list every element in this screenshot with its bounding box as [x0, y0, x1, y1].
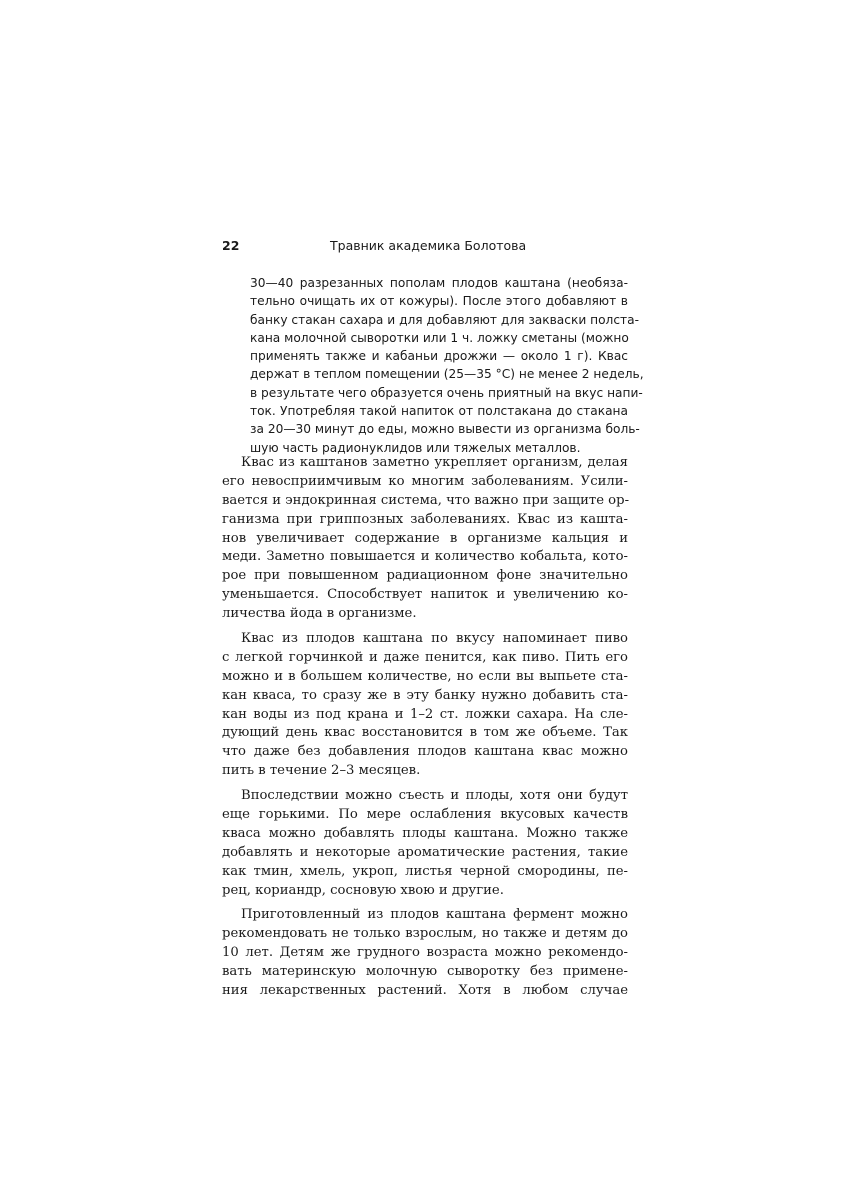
- text-line: 10 лет. Детям же грудного возраста можно рекомендо-: [222, 945, 628, 961]
- recipe-line: банку стакан сахара и для добавляют для закваски полста-: [250, 312, 640, 327]
- running-title: Травник академика Болотова: [330, 238, 527, 253]
- text-line: еще горькими. По мере ослабления вкусовых качеств: [222, 807, 628, 823]
- recipe-line: 30—40 разрезанных пополам плодов каштана (необяза-: [250, 276, 628, 290]
- text-line: Квас из каштанов заметно укрепляет организм, делая: [241, 455, 628, 470]
- text-line: вать материнскую молочную сыворотку без примене-: [222, 964, 628, 980]
- paragraph: [222, 906, 628, 1000]
- text-line: рец, кориандр, сосновую хвою и другие.: [222, 882, 504, 898]
- recipe-line: тельно очищать их от кожуры). После этого добавляют в: [250, 294, 628, 309]
- recipe-line: шую часть радионуклидов или тяжелых металлов.: [250, 440, 581, 455]
- text-line: пить в течение 2–3 месяцев.: [222, 763, 421, 779]
- running-header: [222, 236, 628, 256]
- text-line: кан воды из под крана и 1–2 ст. ложки сахара. На сле-: [222, 706, 628, 722]
- page-number: 22: [222, 238, 240, 253]
- text-line: ганизма при гриппозных заболеваниях. Квас из кашта-: [222, 511, 628, 527]
- paragraph: [222, 787, 628, 900]
- paragraph: [222, 454, 628, 624]
- text-line: личества йода в организме.: [222, 606, 417, 622]
- text-line: нов увеличивает содержание в организме кальция и: [222, 530, 628, 546]
- text-line: кваса можно добавлять плоды каштана. Можно также: [222, 825, 628, 841]
- text-line: рое при повышенном радиационном фоне значительно: [222, 568, 628, 584]
- text-line: вается и эндокринная система, что важно при защите ор-: [222, 492, 630, 508]
- recipe-line: ток. Употребляя такой напиток от полстакана до стакана: [250, 404, 628, 419]
- text-line: ния лекарственных растений. Хотя в любом случае: [222, 983, 628, 999]
- recipe-line: применять также и кабаньи дрожжи — около 1 г). Квас: [250, 349, 628, 364]
- text-line: его невосприимчивым ко многим заболеваниям. Усили-: [222, 473, 628, 489]
- recipe-line: в результате чего образуется очень приятный на вкус напи-: [250, 385, 643, 400]
- recipe-line: держат в теплом помещении (25—35 °C) не менее 2 недель,: [250, 367, 644, 382]
- text-line: кан кваса, то сразу же в эту банку нужно добавить ста-: [222, 687, 628, 703]
- text-line: Приготовленный из плодов каштана фермент можно: [241, 907, 628, 923]
- body-text: [222, 454, 628, 1007]
- text-line: добавлять и некоторые ароматические растения, такие: [222, 844, 628, 860]
- text-line: дующий день квас восстановится в том же объеме. Так: [222, 725, 628, 741]
- text-line: что даже без добавления плодов каштана квас можно: [222, 744, 628, 760]
- text-line: Квас из плодов каштана по вкусу напоминает пиво: [241, 631, 628, 647]
- text-line: рекомендовать не только взрослым, но также и детям до: [222, 926, 628, 942]
- text-line: уменьшается. Способствует напиток и увеличению ко-: [222, 587, 628, 603]
- recipe-line: за 20—30 минут до еды, можно вывести из организма боль-: [250, 422, 640, 437]
- text-line: Впоследствии можно съесть и плоды, хотя они будут: [241, 788, 628, 804]
- paragraph: [222, 630, 628, 781]
- recipe-line: кана молочной сыворотки или 1 ч. ложку сметаны (можно: [250, 330, 629, 345]
- text-line: можно и в большем количестве, но если вы выпьете ста-: [222, 668, 628, 684]
- text-line: с легкой горчинкой и даже пенится, как пиво. Пить его: [222, 649, 628, 665]
- recipe-block: [250, 274, 644, 457]
- text-line: меди. Заметно повышается и количество кобальта, кото-: [222, 549, 628, 565]
- text-line: как тмин, хмель, укроп, листья черной смородины, пе-: [222, 863, 628, 879]
